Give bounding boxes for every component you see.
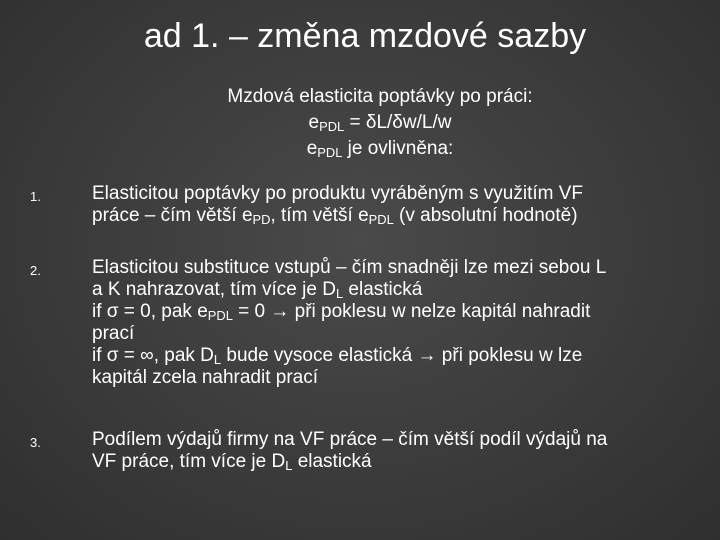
item-line: práce – čím větší $e_{PD}$, tím větší $e_{PDL}$ (v absolutní hodnotě)	[92, 205, 578, 228]
item-line: if σ = ∞, pak $D_L$ bude vysoce elastická → při poklesu w lze	[92, 345, 583, 368]
item-line: VF práce, tím více je $D_L$ elastická	[92, 451, 372, 474]
list-item-1	[30, 183, 700, 227]
item-number: 2.	[30, 263, 41, 278]
intro-line-3: $e_{PDL}$ je ovlivněna:	[306, 138, 454, 161]
list-item-2	[30, 257, 700, 389]
item-number: 1.	[30, 189, 41, 204]
intro-line-2: $e_{PDL} = \delta L/\delta w/L/w$	[308, 112, 452, 135]
item-line: Elasticitou poptávky po produktu vyráběným s využitím VF	[92, 183, 584, 204]
item-number: 3.	[30, 435, 41, 450]
item-line: if σ = 0, pak $e_{PDL} = 0$ → při poklesu w nelze kapitál nahradit	[92, 301, 591, 324]
item-line: Elasticitou substituce vstupů – čím snadněji lze mezi sebou L	[92, 257, 607, 278]
list-item-3	[30, 429, 700, 473]
numbered-list	[30, 183, 700, 473]
slide-title: ad 1. – změna mzdové sazby	[143, 17, 587, 55]
item-line: prací	[92, 323, 135, 344]
intro-line-1: Mzdová elasticita poptávky po práci:	[227, 86, 533, 107]
item-line: Podílem výdajů firmy na VF práce – čím větší podíl výdajů na	[92, 429, 608, 450]
intro-block	[0, 84, 720, 162]
item-line: a K nahrazovat, tím více je $D_L$ elastická	[92, 279, 423, 302]
item-line: kapitál zcela nahradit prací	[92, 367, 319, 388]
